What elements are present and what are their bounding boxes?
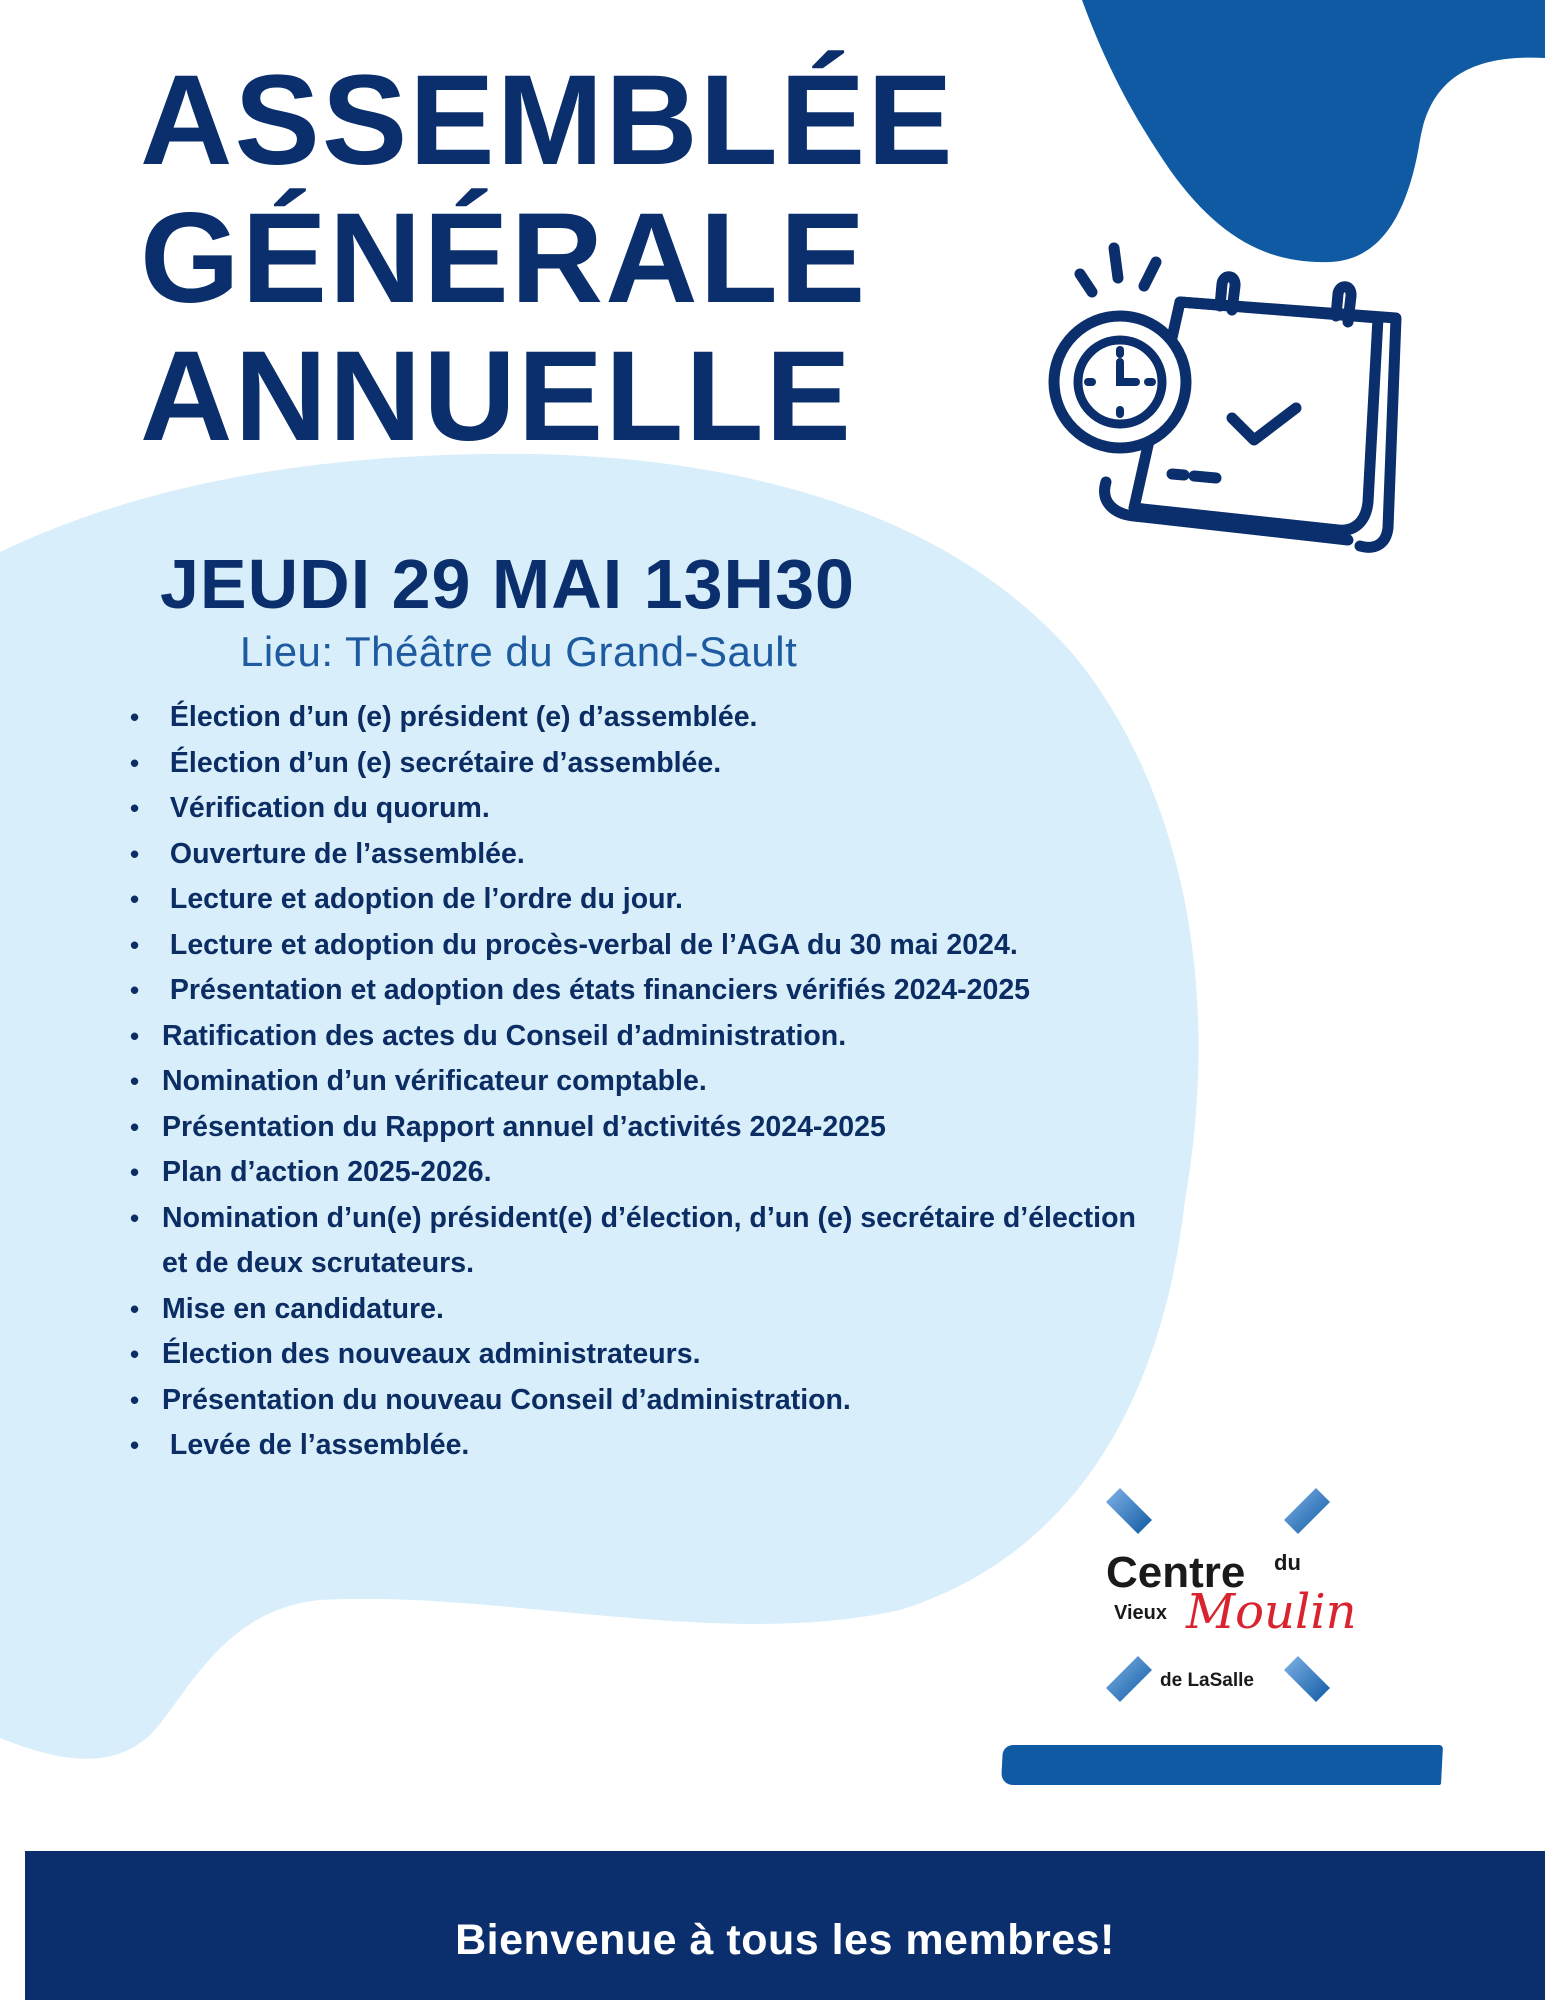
agenda-item: • Présentation du nouveau Conseil d’administration. — [130, 1378, 1150, 1424]
logo-text-du: du — [1274, 1550, 1301, 1575]
centre-du-vieux-moulin-logo — [1098, 1484, 1357, 1706]
footer-banner — [25, 1851, 1545, 2000]
agenda-item: • Nomination d’un(e) président(e) d’élection, d’un (e) secrétaire d’élection et de deux scrutateurs. — [130, 1196, 1150, 1287]
calendar-clock-check-icon — [1048, 240, 1418, 560]
agenda-item: • Présentation du Rapport annuel d’activités 2024-2025 — [130, 1105, 1150, 1151]
agenda-item: • Mise en candidature. — [130, 1287, 1150, 1333]
agenda-item: • Lecture et adoption du procès-verbal de l’AGA du 30 mai 2024. — [130, 923, 1150, 969]
agenda-list — [130, 695, 1150, 1469]
top-right-blob — [1082, 0, 1545, 262]
agenda-item: • Lecture et adoption de l’ordre du jour. — [130, 877, 1150, 923]
agenda-item: • Élection d’un (e) président (e) d’assemblée. — [130, 695, 1150, 741]
agenda-item: • Levée de l’assemblée. — [130, 1423, 1150, 1469]
agenda-item: • Plan d’action 2025-2026. — [130, 1150, 1150, 1196]
event-venue: Lieu: Théâtre du Grand-Sault — [240, 628, 798, 675]
title-line-1: ASSEMBLÉE — [140, 49, 955, 192]
agenda-item: • Élection des nouveaux administrateurs. — [130, 1332, 1150, 1378]
title-line-3: ANNUELLE — [140, 325, 853, 468]
agenda-item: • Nomination d’un vérificateur comptable. — [130, 1059, 1150, 1105]
logo-text-moulin: Moulin — [1186, 1584, 1357, 1640]
event-date: JEUDI 29 MAI 13H30 — [160, 545, 855, 623]
agenda-item: • Élection d’un (e) secrétaire d’assemblée. — [130, 741, 1150, 787]
title-line-2: GÉNÉRALE — [140, 187, 868, 330]
agenda-item: • Ouverture de l’assemblée. — [130, 832, 1150, 878]
agenda-item: • Vérification du quorum. — [130, 786, 1150, 832]
accent-bar — [1001, 1745, 1443, 1785]
footer-message: Bienvenue à tous les membres! — [455, 1916, 1115, 1964]
page-title — [140, 49, 955, 468]
logo-text-lasalle: de LaSalle — [1160, 1670, 1254, 1691]
agenda-item: • Présentation et adoption des états financiers vérifiés 2024-2025 — [130, 968, 1150, 1014]
logo-text-vieux: Vieux — [1114, 1602, 1167, 1624]
agenda-item: • Ratification des actes du Conseil d’administration. — [130, 1014, 1150, 1060]
logo-text-centre: Centre — [1106, 1548, 1246, 1597]
